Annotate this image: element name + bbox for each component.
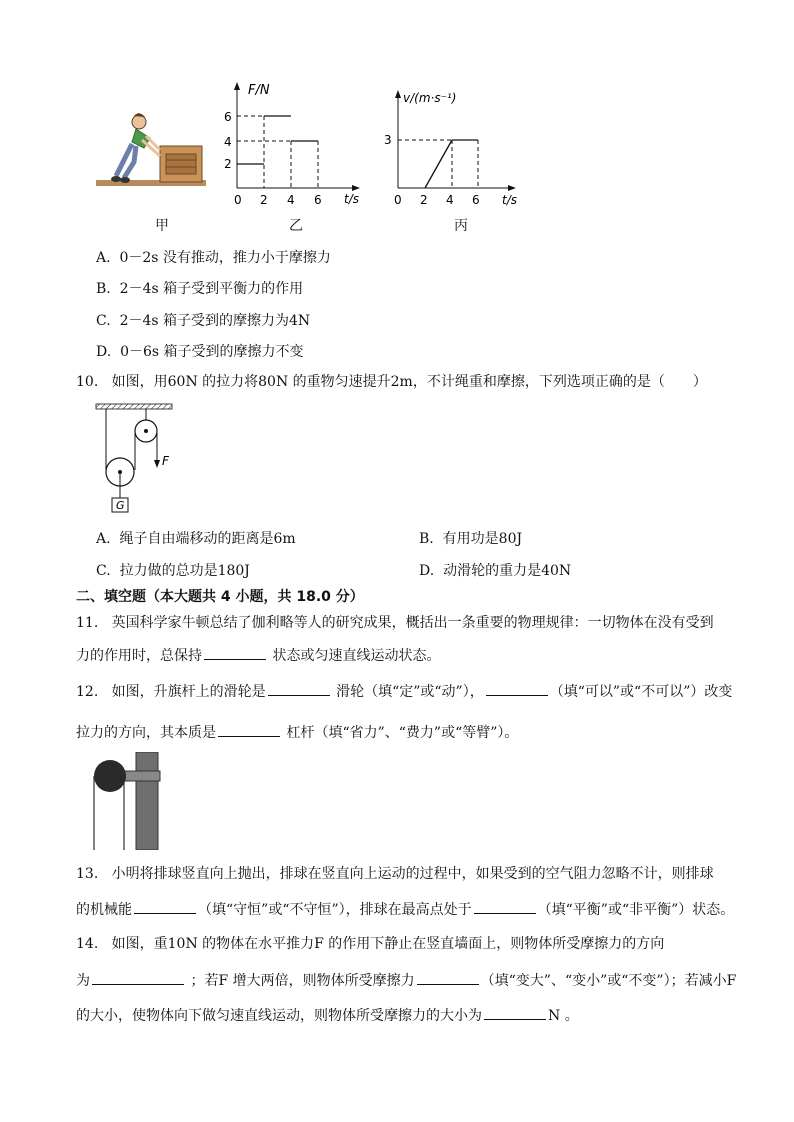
answer-blank[interactable] [268, 680, 330, 696]
q11-line2: 力的作用时，总保持 状态或匀速直线运动状态。 [76, 644, 440, 666]
answer-blank[interactable] [204, 644, 266, 660]
q10-option-c: C. 拉力做的总功是180J [96, 563, 250, 579]
weight-label-G: G [116, 499, 125, 512]
y-tick: 4 [224, 135, 232, 149]
x-tick: 4 [287, 193, 295, 207]
section-title: 二、填空题（本大题共 4 小题，共 18.0 分） [76, 589, 364, 605]
answer-blank[interactable] [486, 680, 548, 696]
figure-bing-label: 丙 [454, 218, 468, 234]
force-label-F: F [162, 454, 169, 468]
x-tick: 2 [420, 193, 428, 207]
q13-line2: 的机械能 （填“守恒”或“不守恒”），排球在最高点处于 （填“平衡”或“非平衡”）状态。 [76, 898, 734, 920]
x-tick: 0 [394, 193, 402, 207]
x-tick: 6 [472, 193, 480, 207]
answer-blank[interactable] [417, 969, 479, 985]
q12-flagpole-pulley-figure [90, 752, 168, 850]
q10-option-a: A. 绳子自由端移动的距离是6m [96, 531, 296, 547]
q12-line2: 拉力的方向，其本质是 杠杆（填“省力”、“费力”或“等臂”）。 [76, 721, 518, 743]
q13-line1: 13. 小明将排球竖直向上抛出，排球在竖直向上运动的过程中，如果受到的空气阻力忽略不计，则排球 [76, 866, 714, 882]
figure-bing-velocity-time-graph [382, 82, 532, 216]
figure-jia-label: 甲 [155, 218, 169, 234]
q14-line3: 的大小，使物体向下做匀速直线运动，则物体所受摩擦力的大小为 N 。 [76, 1004, 579, 1026]
q9-option-d: D. 0－6s 箱子受到的摩擦力不变 [96, 344, 304, 360]
q10-stem: 10. 如图，用60N 的拉力将80N 的重物匀速提升2m，不计绳重和摩擦，下列选项正确的是（ ） [76, 374, 707, 390]
x-tick: 4 [446, 193, 454, 207]
y-axis-label: v/(m·s⁻¹) [403, 91, 457, 105]
x-tick: 2 [260, 193, 268, 207]
answer-blank[interactable] [218, 721, 280, 737]
q9-option-c: C. 2－4s 箱子受到的摩擦力为4N [96, 313, 311, 329]
y-axis-label: F/N [248, 83, 270, 98]
answer-blank[interactable] [474, 898, 536, 914]
q10-option-d: D. 动滑轮的重力是40N [419, 563, 572, 579]
figure-yi-force-time-graph [220, 76, 380, 216]
y-tick: 6 [224, 110, 232, 124]
answer-blank[interactable] [134, 898, 196, 914]
flagpole [136, 752, 158, 850]
q11-line1: 11. 英国科学家牛顿总结了伽利略等人的研究成果，概括出一条重要的物理规律：一切物体在没有受到 [76, 615, 714, 631]
q9-option-b: B. 2－4s 箱子受到平衡力的作用 [96, 281, 304, 297]
x-tick: 6 [314, 193, 322, 207]
q14-line2: 为 ；若F 增大两倍，则物体所受摩擦力 （填“变大”、“变小”或“不变”）；若减小F [76, 969, 736, 991]
pulley-bracket [124, 771, 160, 781]
figure-yi-label: 乙 [289, 218, 303, 234]
x-tick: 0 [234, 193, 242, 207]
y-tick: 2 [224, 157, 232, 171]
answer-blank[interactable] [484, 1004, 546, 1020]
q10-pulley-figure [92, 400, 182, 516]
q14-line1: 14. 如图，重10N 的物体在水平推力F 的作用下静止在竖直墙面上，则物体所受摩擦力的方向 [76, 936, 665, 952]
figure-jia-push-box [94, 104, 210, 194]
pulley-wheel [94, 760, 126, 792]
q10-option-b: B. 有用功是80J [419, 531, 523, 547]
q12-line1: 12. 如图，升旗杆上的滑轮是 滑轮（填“定”或“动”）， （填“可以”或“不可以”）改变 [76, 680, 732, 702]
x-axis-label: t/s [344, 192, 359, 206]
answer-blank[interactable] [92, 969, 184, 985]
y-tick: 3 [384, 133, 392, 147]
x-axis-label: t/s [502, 193, 517, 207]
q9-option-a: A. 0－2s 没有推动，推力小于摩擦力 [96, 250, 331, 266]
